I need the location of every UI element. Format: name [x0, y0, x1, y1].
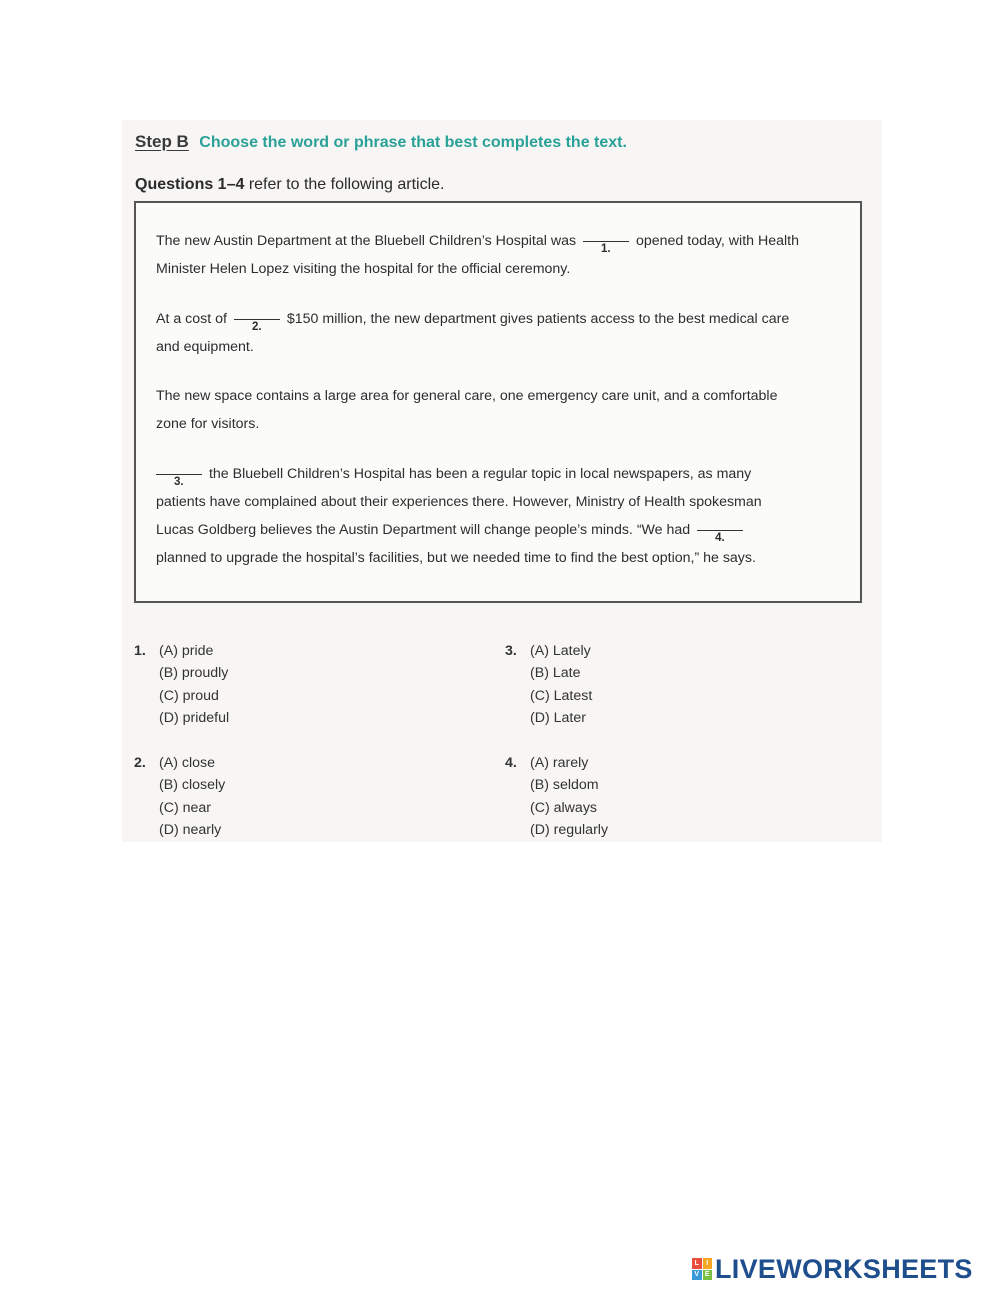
option-d[interactable]: (D) prideful	[159, 710, 230, 726]
article-line	[156, 311, 790, 334]
question-number: 3.	[505, 643, 517, 659]
option-c[interactable]: (C) near	[159, 800, 212, 816]
liveworksheets-icon	[692, 1258, 712, 1280]
article-line: planned to upgrade the hospital’s facilities, but we needed time to find the best option,” he says.	[156, 550, 756, 566]
blank-4[interactable]	[697, 529, 743, 545]
icon-letter: V	[692, 1270, 702, 1281]
option-c[interactable]: (C) proud	[159, 688, 219, 704]
option-b[interactable]: (B) proudly	[159, 665, 229, 681]
article-line: The new space contains a large area for general care, one emergency care unit, and a comfortable	[156, 388, 778, 404]
article-line: and equipment.	[156, 339, 254, 355]
article-line	[156, 522, 746, 545]
option-d[interactable]: (D) regularly	[530, 822, 609, 838]
step-instruction: Choose the word or phrase that best completes the text.	[199, 134, 627, 151]
article-line: patients have complained about their experiences there. However, Ministry of Health spokesman	[156, 494, 762, 510]
article-box	[134, 201, 862, 603]
article-text: the Bluebell Children’s Hospital has been a regular topic in local newspapers, as many	[208, 466, 752, 482]
blank-number: 3.	[174, 476, 184, 489]
icon-letter: L	[692, 1258, 702, 1269]
option-c[interactable]: (C) always	[530, 800, 598, 816]
question-number: 2.	[134, 755, 146, 771]
question-number: 4.	[505, 755, 517, 771]
questions-ref-text: refer to the following article.	[244, 176, 445, 193]
option-a[interactable]: (A) rarely	[530, 755, 589, 771]
blank-3[interactable]	[156, 473, 202, 489]
option-c[interactable]: (C) Latest	[530, 688, 593, 704]
option-d[interactable]: (D) Later	[530, 710, 586, 726]
option-a[interactable]: (A) pride	[159, 643, 214, 659]
option-b[interactable]: (B) closely	[159, 777, 226, 793]
option-d[interactable]: (D) nearly	[159, 822, 222, 838]
article-line: zone for visitors.	[156, 416, 260, 432]
icon-letter: I	[703, 1258, 713, 1269]
article-text: At a cost of	[156, 311, 227, 327]
icon-letter: E	[703, 1270, 713, 1281]
option-b[interactable]: (B) seldom	[530, 777, 599, 793]
article-text: Lucas Goldberg believes the Austin Department will change people’s minds. “We had	[156, 522, 691, 538]
step-label: Step B	[135, 132, 189, 151]
article-line: Minister Helen Lopez visiting the hospital for the official ceremony.	[156, 261, 571, 277]
blank-number: 4.	[715, 532, 725, 545]
option-a[interactable]: (A) Lately	[530, 643, 591, 659]
step-heading	[135, 132, 627, 152]
article-line	[156, 233, 799, 256]
article-text: $150 million, the new department gives patients access to the best medical care	[286, 311, 790, 327]
blank-number: 2.	[251, 321, 262, 334]
questions-range: Questions 1–4	[135, 176, 245, 193]
blank-2[interactable]	[234, 318, 280, 334]
brand-text: LIVEWORKSHEETS	[715, 1253, 973, 1284]
liveworksheets-logo	[692, 1254, 973, 1284]
article-line	[156, 466, 752, 489]
option-b[interactable]: (B) Late	[530, 665, 581, 681]
article-text: The new Austin Department at the Bluebell Children’s Hospital was	[156, 233, 577, 249]
article-text: opened today, with Health	[635, 233, 799, 249]
question-number: 1.	[134, 643, 146, 659]
option-a[interactable]: (A) close	[159, 755, 215, 771]
questions-reference	[135, 176, 444, 194]
blank-1[interactable]	[583, 240, 629, 256]
blank-number: 1.	[601, 243, 611, 256]
